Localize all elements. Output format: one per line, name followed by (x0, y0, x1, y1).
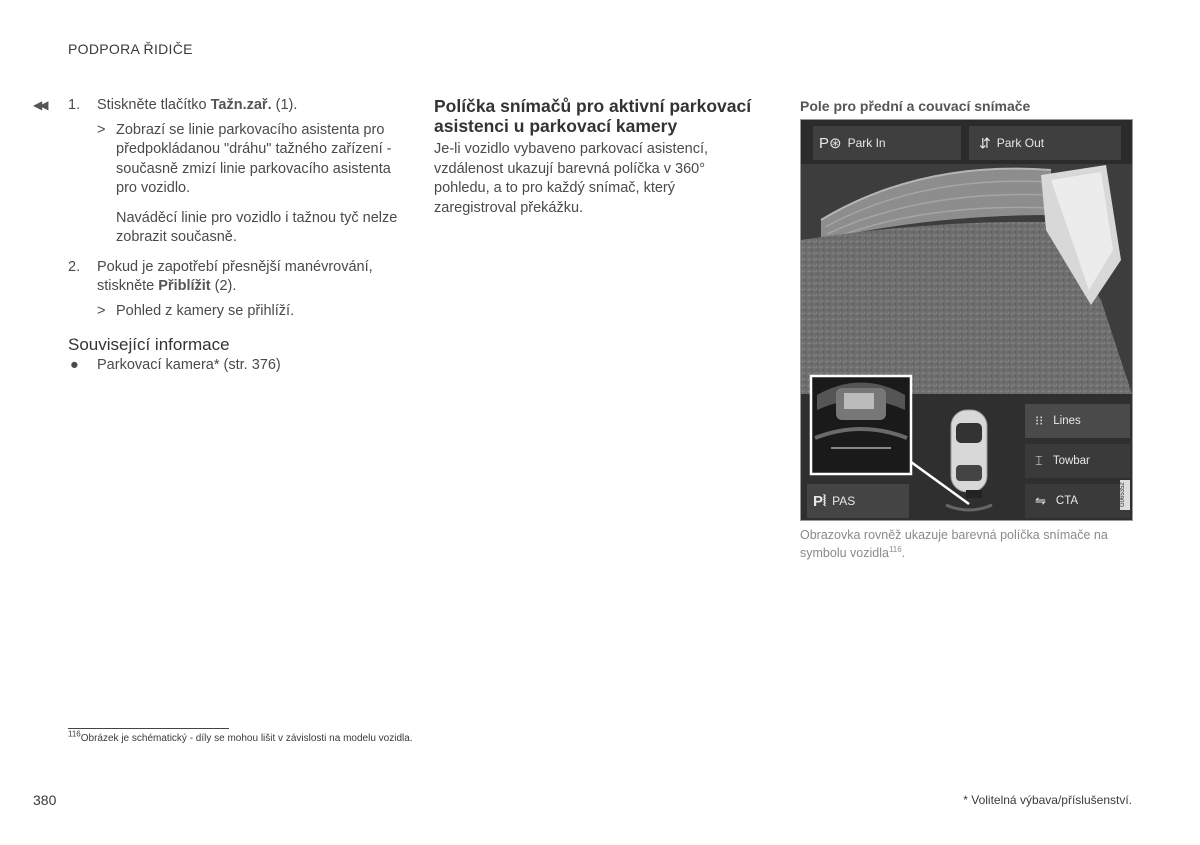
step-2-number: 2. (68, 258, 81, 275)
cta-icon: ⇋ (1035, 493, 1046, 508)
sensor-fields-section (434, 96, 759, 218)
section-heading: Políčka snímačů pro aktivní parkovací asistenci u parkovací kamery (434, 96, 752, 136)
related-item-link[interactable]: Parkovací kamera* (str. 376) (97, 357, 281, 373)
step-1-result (68, 121, 403, 199)
step-2-result (68, 302, 403, 322)
zoom-button-label: Přiblížit (158, 278, 211, 294)
park-in-icon: P⊛ (819, 135, 842, 152)
camera-screen-illustration (800, 119, 1133, 521)
section-paragraph: Je-li vozidlo vybaveno parkovací asistencí, vzdálenost ukazují barevná políčka v 360° pohledu, a to pro každý snímač, který zaregistroval překážku. (434, 141, 709, 216)
park-in-label: Park In (847, 136, 886, 150)
park-in-button[interactable] (813, 126, 961, 160)
back-arrows-icon[interactable]: ◀◀ (33, 98, 46, 112)
step-1 (68, 96, 403, 116)
page-number: 380 (33, 792, 57, 808)
step-1-note: Naváděcí linie pro vozidlo i tažnou tyč nelze zobrazit současně. (116, 209, 398, 245)
caption-text: Obrazovka rovněž ukazuje barevná políčka snímače na symbolu vozidla (800, 528, 1108, 560)
cta-button[interactable] (1025, 484, 1130, 518)
caption-end: . (901, 546, 906, 560)
lines-icon: ⁝⁝ (1035, 413, 1044, 428)
step-2-result-text: Pohled z kamery se přihlíží. (116, 302, 295, 319)
lines-label: Lines (1053, 415, 1081, 427)
caption-footnote-ref[interactable]: 116 (888, 544, 902, 554)
pas-icon: P⦚ (813, 492, 827, 510)
footnote-number: 116 (68, 729, 81, 739)
towbar-label: Towbar (1052, 455, 1090, 467)
towbar-button-label: Tažn.zař. (210, 97, 272, 113)
instructions-column (68, 96, 403, 376)
related-item[interactable] (68, 356, 403, 376)
pas-button[interactable] (807, 484, 909, 518)
pas-label: PAS (832, 494, 856, 508)
step-2-text-end: (2). (210, 278, 237, 294)
towbar-icon: ⌶ (1035, 453, 1043, 468)
step-1-text: Stiskněte tlačítko (97, 97, 211, 113)
figure-caption (800, 526, 1130, 562)
footnote-rule (68, 728, 229, 729)
bullet-icon: ● (70, 357, 79, 373)
step-1-result-text: Zobrazí se linie parkovacího asistenta pro předpokládanou "dráhu" tažného zařízení - současně zmizí linie parkovacího asistenta pro vozidlo. (116, 121, 392, 196)
footnote-text: Obrázek je schématický - díly se mohou lišit v závislosti na modelu vozidla. (80, 733, 413, 744)
result-arrow-icon: > (97, 121, 106, 138)
step-1-text-end: (1). (271, 97, 298, 113)
page-header-title: PODPORA ŘIDIČE (68, 41, 193, 57)
step-1-number: 1. (68, 97, 81, 113)
step-2-text: Pokud je zapotřebí přesnější manévrování, stiskněte (97, 258, 373, 294)
park-out-button[interactable] (969, 126, 1121, 160)
step-2 (68, 258, 403, 297)
park-out-icon: ⇵ (979, 134, 991, 151)
optional-equipment-note: * Volitelná výbava/příslušenství. (963, 793, 1132, 807)
figure-code: G065352 (1120, 480, 1130, 510)
related-info-heading: Související informace (68, 335, 230, 354)
result-arrow-icon: > (97, 302, 106, 319)
figure-heading: Pole pro přední a couvací snímače (800, 98, 1031, 114)
lines-button[interactable] (1025, 404, 1130, 438)
park-out-label: Park Out (996, 136, 1045, 150)
cta-label: CTA (1055, 495, 1079, 507)
towbar-button[interactable] (1025, 444, 1130, 478)
footnote (68, 729, 413, 744)
